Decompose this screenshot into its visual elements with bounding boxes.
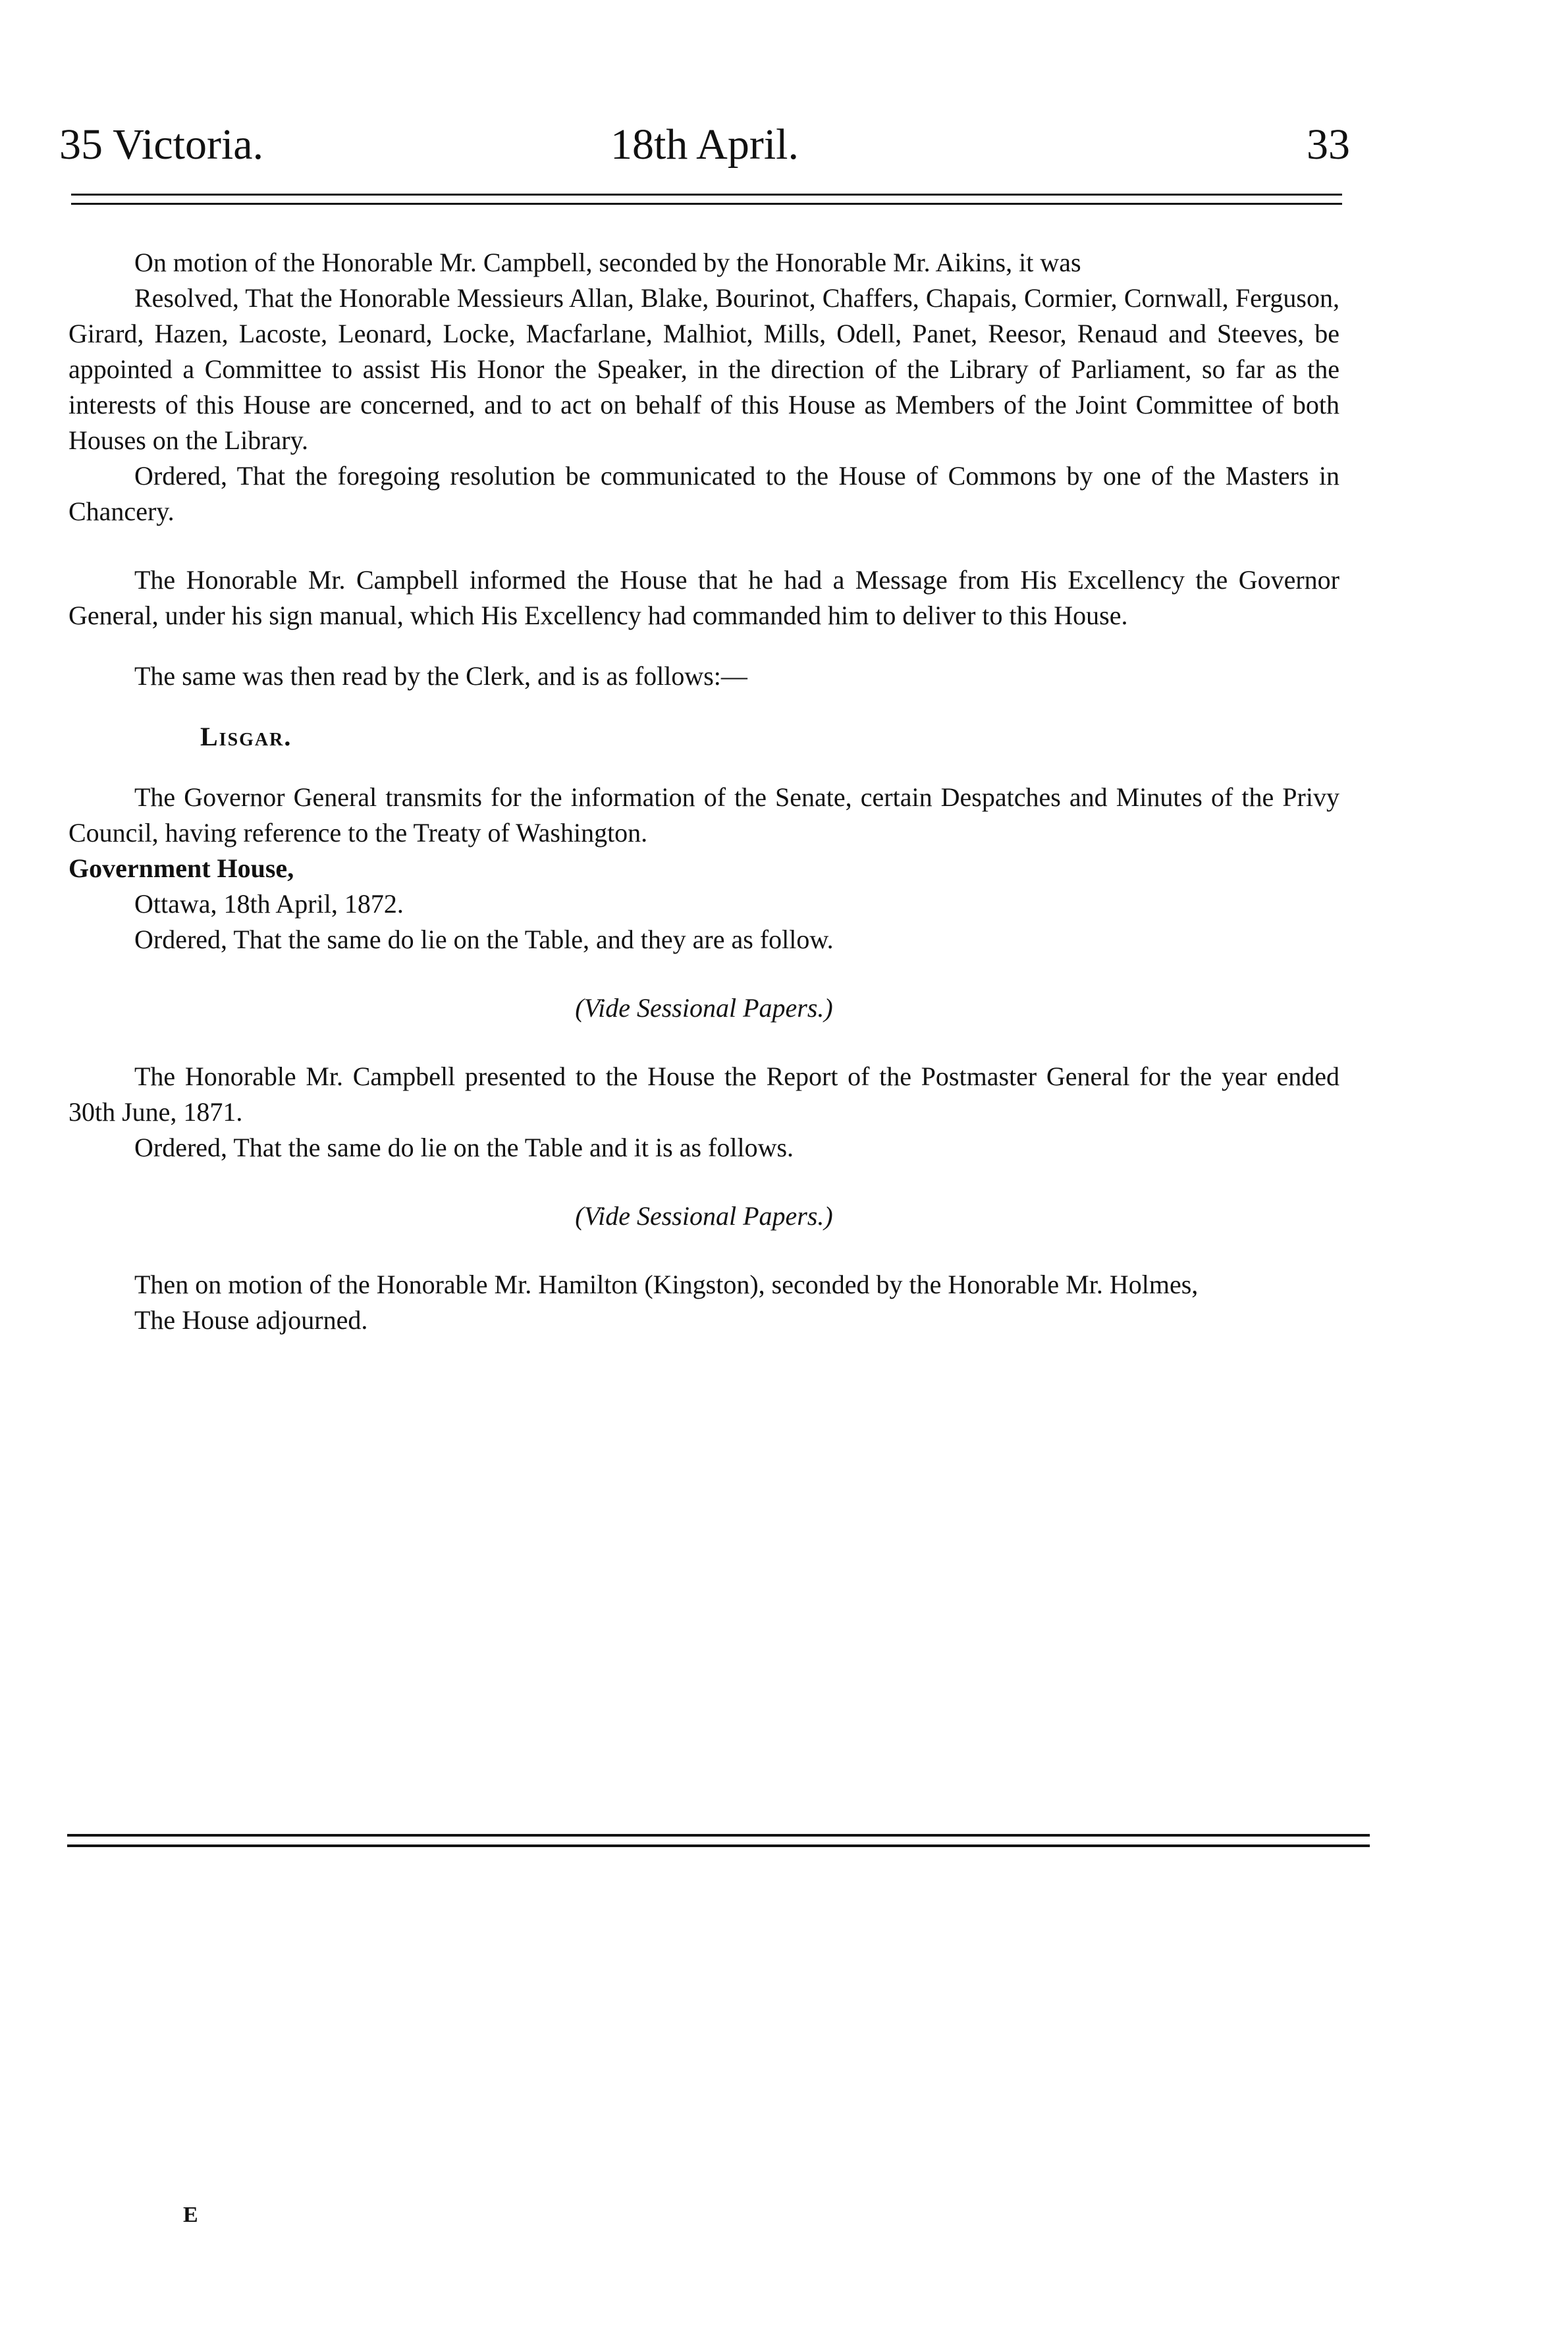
read-by-clerk-paragraph: The same was then read by the Clerk, and is as follows:—	[134, 661, 747, 691]
motion-paragraph: On motion of the Honorable Mr. Campbell, seconded by the Honorable Mr. Aikins, it was	[134, 248, 1081, 277]
journal-body	[68, 245, 1339, 1338]
ordered-paragraph: Ordered, That the foregoing resolution be communicated to the House of Commons by one of the Masters in Chancery.	[68, 461, 1339, 526]
adjournment-line: The House adjourned.	[134, 1305, 368, 1335]
running-head-session: 35 Victoria.	[59, 121, 264, 169]
vide-sessional-papers-note: (Vide Sessional Papers.)	[575, 993, 833, 1023]
vide-sessional-papers-note-2: (Vide Sessional Papers.)	[575, 1201, 833, 1231]
footer-double-rule	[67, 1834, 1370, 1847]
message-signature: Lisgar.	[200, 722, 292, 751]
message-text: The Governor General transmits for the information of the Senate, certain Despatches and Minutes of the Privy Council, having reference to the Treaty of Washington.	[68, 782, 1339, 848]
message-paragraph: The Honorable Mr. Campbell informed the House that he had a Message from His Excellency the Governor General, under his sign manual, which His Excellency had commanded him to deliver to this House.	[68, 565, 1339, 630]
postmaster-report-paragraph: The Honorable Mr. Campbell presented to the House the Report of the Postmaster General for the year ended 30th June, 1871.	[68, 1062, 1339, 1127]
page-number: 33	[1307, 121, 1350, 169]
header-double-rule	[71, 194, 1342, 205]
running-head-date: 18th April.	[610, 121, 799, 169]
resolution-paragraph: Resolved, That the Honorable Messieurs Allan, Blake, Bourinot, Chaffers, Chapais, Cormier, Cornwall, Ferguson, Girard, Hazen, Lacoste, Leonard, Locke, Macfarlane, Malhiot, Mills, Odell, Panet, Reesor, Renaud and Steeves, be appointed a Committee to assist His Honor the Speaker, in the direction of the Library of Parliament, so far as the interests of this House are concerned, and to act on behalf of this House as Members of the Joint Committee of both Houses on the Library.	[68, 283, 1339, 455]
running-head	[59, 109, 1350, 181]
message-date: Ottawa, 18th April, 1872.	[134, 889, 404, 919]
signature-mark: E	[183, 2203, 198, 2227]
adjournment-motion: Then on motion of the Honorable Mr. Hamilton (Kingston), seconded by the Honorable Mr. Holmes,	[134, 1270, 1199, 1299]
message-origin: Government House,	[68, 853, 294, 883]
ordered-report-paragraph: Ordered, That the same do lie on the Table and it is as follows.	[134, 1133, 794, 1162]
ordered-lie-on-table: Ordered, That the same do lie on the Table, and they are as follow.	[134, 925, 834, 954]
